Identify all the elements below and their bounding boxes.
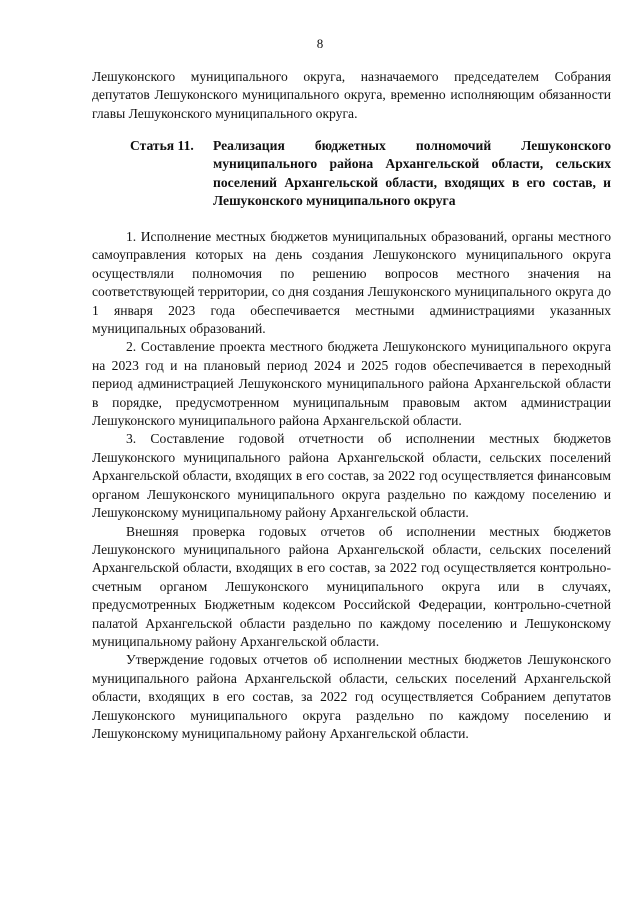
intro-paragraph: Лешуконского муниципального округа, назначаемого председателем Собрания депутатов Лешуконского муниципального округа, временно исполняющим обязанности главы Лешуконского муниципального округа. — [92, 69, 611, 121]
paragraph-external-audit: Внешняя проверка годовых отчетов об исполнении местных бюджетов Лешуконского муниципального района Архангельской области, сельских поселений Архангельской области, входящих в его состав, за 2022 год осуществляется контрольно-счетным органом Лешуконского муниципального округа или в случаях, предусмотренных Бюджетным кодексом Российской Федерации, контрольно-счетной палатой Архангельской области раздельно по каждому поселению и Лешуконскому муниципальному району Архангельской области. — [92, 523, 611, 649]
paragraph-2: 2. Составление проекта местного бюджета Лешуконского муниципального округа на 2023 год и на плановый период 2024 и 2025 годов обеспечивается в переходный период администрацией Лешуконского муниципального района Архангельской области в порядке, предусмотренном муниципальным правовым актом администрации Лешуконского муниципального района Архангельской области. — [92, 339, 611, 429]
article-number: Статья 11. — [130, 138, 194, 153]
article-body — [92, 228, 611, 743]
paragraph-3: 3. Составление годовой отчетности об исполнении местных бюджетов Лешуконского муниципального района Архангельской области, сельских поселений Архангельской области, входящих в его состав, за 2022 год осуществляется финансовым органом Лешуконского муниципального округа раздельно по каждому поселению и Лешуконскому муниципальному району Архангельской области. — [92, 431, 611, 521]
paragraph-1: 1. Исполнение местных бюджетов муниципальных образований, органы местного самоуправления которых на день создания Лешуконского муниципального округа осуществляли полномочия по решению вопросов местного значения на соответствующей территории, со дня создания Лешуконского муниципального округа до 1 января 2023 года обеспечивается местными администрациями указанных муниципальных образований. — [92, 229, 611, 337]
paragraph-approval: Утверждение годовых отчетов об исполнении местных бюджетов Лешуконского муниципального района Архангельской области, сельских поселений Архангельской области, входящих в его состав, за 2022 год осуществляется Собранием депутатов Лешуконского муниципального округа раздельно по каждому поселению и Лешуконскому муниципальному району Архангельской области. — [92, 652, 611, 741]
article-heading — [130, 137, 611, 211]
article-title: Реализация бюджетных полномочий Лешуконского муниципального района Архангельской области, сельских поселений Архангельской области, входящих в его состав, и Лешуконского муниципального округа — [213, 138, 611, 209]
page-number: 8 — [316, 36, 324, 51]
